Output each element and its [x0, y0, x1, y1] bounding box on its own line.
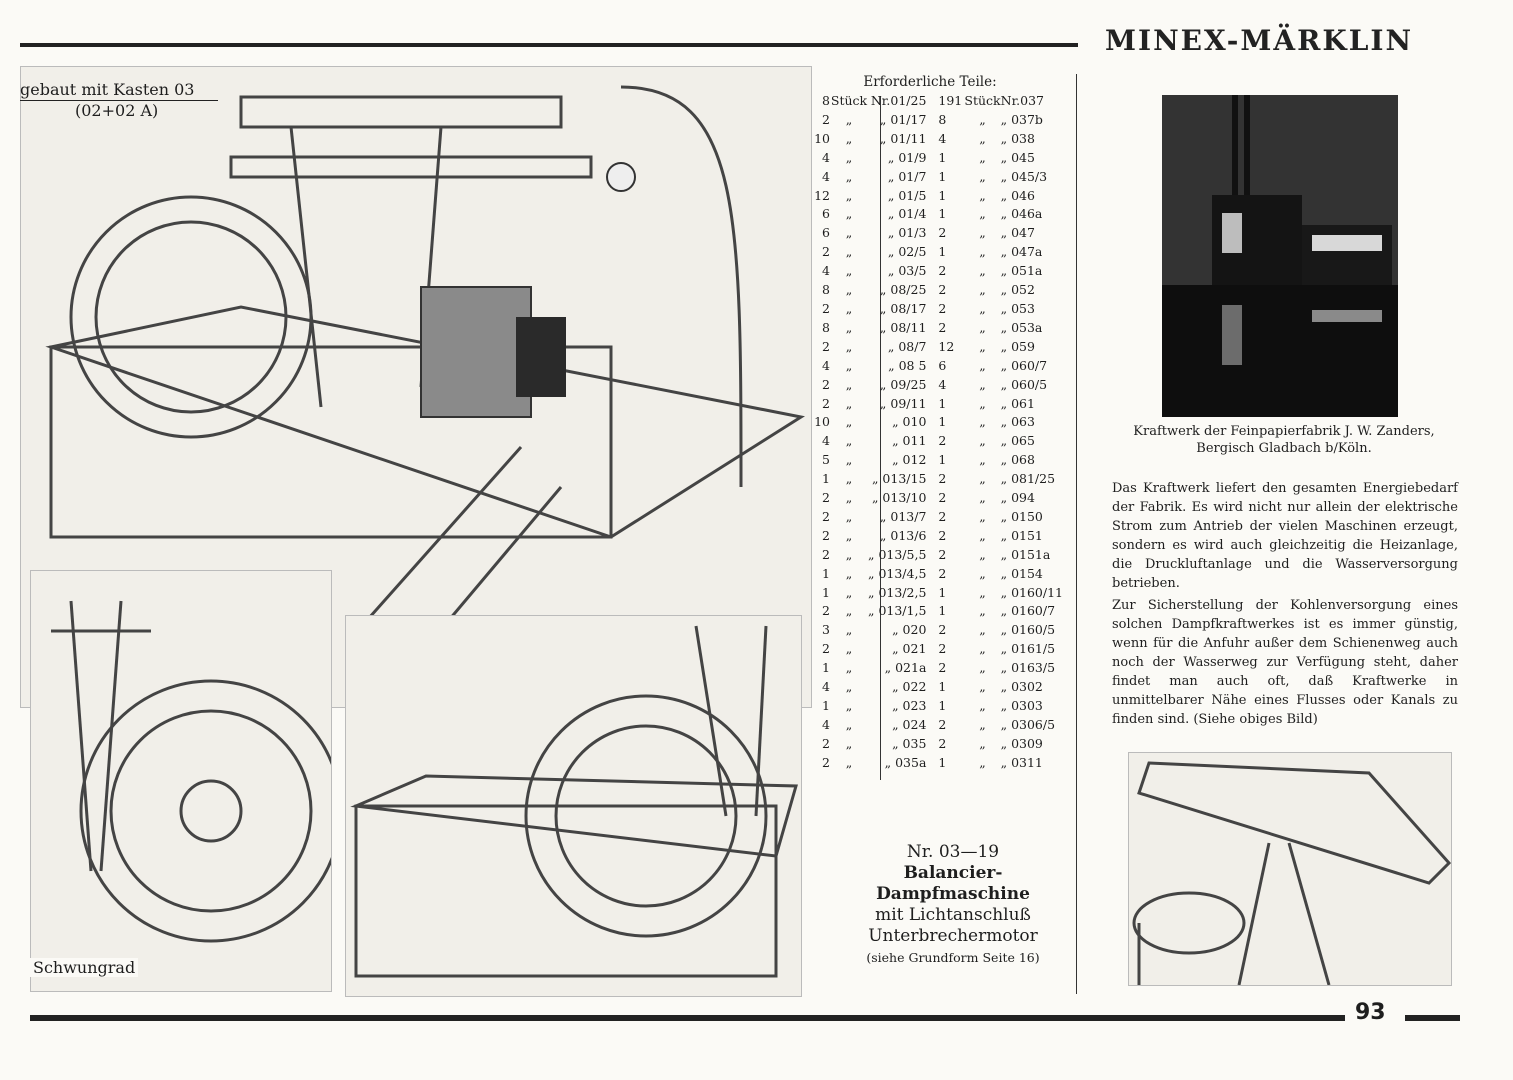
part-left: „ 08/7	[887, 338, 927, 354]
part-left: „ 01/9	[887, 149, 927, 165]
top-rule	[20, 43, 1078, 47]
kasten-line-1: gebaut mit Kasten 03	[20, 80, 218, 101]
parts-title: Erforderliche Teile:	[863, 74, 997, 90]
qty-right: 2	[938, 433, 947, 449]
part-left: Nr.01/25	[870, 93, 927, 108]
part-left: „ 01/7	[887, 168, 927, 184]
qty-right: 2	[938, 508, 947, 524]
parts-row	[808, 735, 1063, 754]
model-note: (siehe Grundform Seite 16)	[866, 950, 1040, 965]
qty-left: 6	[822, 206, 830, 222]
parts-row	[808, 432, 1063, 451]
parts-row	[808, 754, 1063, 773]
unit-left: „	[845, 300, 853, 316]
part-right: „ 0303	[1000, 698, 1043, 713]
qty-right: 2	[938, 282, 947, 298]
unit-right: „	[979, 471, 986, 487]
qty-right: 1	[938, 679, 947, 695]
part-left: „ 010	[892, 414, 927, 430]
unit-right: „	[979, 111, 986, 127]
parts-row	[808, 508, 1063, 527]
power-plant-photo	[1162, 95, 1398, 417]
unit-left: „	[845, 395, 853, 411]
flywheel-label: Schwungrad	[30, 958, 138, 977]
qty-right: 1	[938, 149, 947, 165]
kasten-note	[20, 80, 218, 120]
qty-left: 4	[822, 679, 830, 695]
model-subtitle-2: Unterbrechermotor	[868, 926, 1038, 946]
part-left: „ 08/25	[879, 282, 927, 298]
part-right: „ 0161/5	[1000, 641, 1056, 657]
qty-left: 2	[822, 395, 830, 411]
unit-right: „	[979, 735, 986, 751]
unit-left: „	[845, 546, 853, 562]
photo-caption	[1110, 423, 1458, 457]
qty-left: 4	[822, 433, 830, 449]
unit-left: „	[845, 282, 853, 298]
unit-left: Stück	[830, 93, 868, 108]
unit-left: „	[845, 603, 853, 619]
qty-right: 12	[938, 338, 955, 354]
parts-row	[808, 413, 1063, 432]
qty-right: 1	[938, 244, 947, 260]
qty-right: 2	[938, 319, 947, 335]
photo-caption-line-2: Bergisch Gladbach b/Köln.	[1196, 441, 1372, 456]
parts-row	[808, 489, 1063, 508]
qty-right: 1	[938, 187, 947, 203]
unit-right: „	[979, 660, 986, 676]
qty-left: 1	[822, 660, 830, 676]
unit-right: „	[979, 225, 986, 241]
unit-left: „	[845, 187, 853, 203]
qty-left: 10	[814, 130, 830, 146]
parts-row	[808, 716, 1063, 735]
part-left: „ 013/10	[871, 490, 927, 506]
part-left: „ 013/4,5	[868, 565, 927, 581]
qty-left: 4	[822, 357, 830, 373]
parts-row	[808, 565, 1063, 584]
qty-right: 2	[938, 300, 947, 316]
qty-left: 10	[814, 414, 830, 430]
qty-left: 4	[822, 149, 830, 165]
model-name-2: Dampfmaschine	[876, 884, 1030, 904]
parts-row	[808, 243, 1063, 262]
part-left: „ 013/1,5	[868, 603, 927, 619]
parts-row	[808, 678, 1063, 697]
part-right: „ 068	[1000, 452, 1035, 468]
qty-left: 2	[822, 244, 830, 260]
part-right: „ 053	[1000, 300, 1035, 316]
part-left: „ 024	[892, 716, 927, 732]
qty-right: 2	[938, 735, 947, 751]
part-right: „ 0311	[1000, 754, 1043, 770]
part-left: „ 01/4	[887, 206, 927, 222]
qty-left: 1	[822, 565, 830, 581]
part-left: „ 021a	[884, 660, 927, 676]
qty-right: 1	[938, 206, 947, 222]
parts-row	[808, 451, 1063, 470]
part-right: „ 045	[1000, 149, 1035, 165]
part-right: „ 0160/5	[1000, 622, 1056, 638]
part-left: „ 020	[892, 622, 927, 638]
parts-row	[808, 338, 1063, 357]
part-right: „ 045/3	[1000, 168, 1048, 184]
unit-left: „	[845, 433, 853, 449]
parts-row	[808, 168, 1063, 187]
unit-left: „	[845, 527, 853, 543]
unit-left: „	[845, 679, 853, 695]
unit-right: „	[979, 716, 986, 732]
unit-left: „	[845, 452, 853, 468]
unit-left: „	[845, 660, 853, 676]
part-right: „ 046	[1000, 187, 1035, 203]
qty-left: 2	[822, 490, 830, 506]
part-right: „ 060/5	[1000, 376, 1048, 392]
qty-left: 2	[822, 508, 830, 524]
body-paragraph-1: Das Kraftwerk liefert den gesamten Energiebedarf der Fabrik. Es wird nicht nur allein der elektrische Strom zum Antrieb der vielen Maschinen erzeugt, sondern es wird auch gleichzeitig die Heizanlage, die Druckluftanlage und die Wasserversorgung betrieben.	[1112, 481, 1458, 591]
part-left: „ 012	[892, 452, 927, 468]
part-right: „ 0163/5	[1000, 660, 1056, 676]
unit-right: „	[979, 244, 986, 260]
part-left: „ 035a	[884, 754, 927, 770]
qty-left: 2	[822, 527, 830, 543]
qty-left: 2	[822, 735, 830, 751]
unit-right: „	[979, 338, 986, 354]
unit-left: „	[845, 754, 853, 770]
qty-left: 1	[822, 698, 830, 713]
unit-left: „	[845, 622, 853, 638]
parts-row	[808, 376, 1063, 395]
qty-left: 4	[822, 263, 830, 279]
qty-left: 2	[822, 111, 830, 127]
unit-left: „	[845, 565, 853, 581]
qty-left: 3	[822, 622, 830, 638]
part-right: „ 060/7	[1000, 357, 1048, 373]
qty-right: 2	[938, 622, 947, 638]
unit-left: „	[845, 414, 853, 430]
unit-left: „	[845, 111, 853, 127]
unit-right: „	[979, 527, 986, 543]
unit-left: „	[845, 376, 853, 392]
part-left: „ 013/15	[871, 471, 927, 487]
part-right: „ 0151a	[1000, 546, 1051, 562]
unit-left: „	[845, 338, 853, 354]
part-right: „ 038	[1000, 130, 1035, 146]
unit-right: „	[979, 546, 986, 562]
part-left: „ 08/11	[879, 319, 927, 335]
qty-right: 2	[938, 660, 947, 676]
qty-right: 4	[938, 130, 947, 146]
qty-right: 1	[938, 584, 947, 600]
part-right: „ 052	[1000, 282, 1035, 298]
unit-right: „	[979, 508, 986, 524]
unit-left: „	[845, 319, 853, 335]
part-left: „ 022	[892, 679, 927, 695]
part-left: „ 08/17	[879, 300, 927, 316]
part-right: Nr.037	[1000, 93, 1044, 108]
part-right: „ 047	[1000, 225, 1035, 241]
unit-right: „	[979, 565, 986, 581]
unit-left: „	[845, 130, 853, 146]
qty-left: 8	[822, 93, 830, 108]
unit-left: „	[845, 735, 853, 751]
qty-left: 4	[822, 168, 830, 184]
qty-right: 2	[938, 546, 947, 562]
qty-left: 1	[822, 471, 830, 487]
qty-left: 2	[822, 641, 830, 657]
photo-caption-line-1: Kraftwerk der Feinpapierfabrik J. W. Zanders,	[1133, 424, 1435, 439]
unit-right: „	[979, 452, 986, 468]
parts-row	[808, 187, 1063, 206]
unit-right: „	[979, 395, 986, 411]
unit-right: „	[979, 679, 986, 695]
bottom-rule	[30, 1015, 1345, 1021]
unit-right: „	[979, 376, 986, 392]
unit-left: „	[845, 584, 853, 600]
unit-right: „	[979, 300, 986, 316]
right-column-divider	[1076, 74, 1077, 994]
parts-row	[808, 546, 1063, 565]
parts-row	[808, 640, 1063, 659]
page-number: 93	[1355, 1000, 1386, 1025]
unit-right: „	[979, 641, 986, 657]
bottom-rule-right	[1405, 1015, 1460, 1021]
unit-right: „	[979, 263, 986, 279]
unit-left: „	[845, 508, 853, 524]
qty-right: 1	[938, 452, 947, 468]
unit-right: „	[979, 584, 986, 600]
parts-row	[808, 527, 1063, 546]
part-right: „ 051a	[1000, 263, 1043, 279]
parts-row	[808, 281, 1063, 300]
parts-row	[808, 262, 1063, 281]
part-left: „ 013/6	[879, 527, 927, 543]
parts-row	[808, 584, 1063, 603]
part-right: „ 0309	[1000, 735, 1043, 751]
parts-row	[808, 111, 1063, 130]
unit-left: „	[845, 263, 853, 279]
part-left: „ 013/7	[879, 508, 927, 524]
unit-left: „	[845, 206, 853, 222]
model-title-block	[836, 842, 1070, 968]
unit-right: „	[979, 414, 986, 430]
unit-right: „	[979, 130, 986, 146]
part-right: „ 053a	[1000, 319, 1043, 335]
unit-left: „	[845, 641, 853, 657]
qty-left: 2	[822, 376, 830, 392]
unit-right: „	[979, 698, 986, 713]
qty-right: 2	[938, 490, 947, 506]
unit-left: „	[845, 244, 853, 260]
parts-row	[808, 659, 1063, 678]
model-number: Nr. 03—19	[906, 842, 1000, 862]
unit-right: „	[979, 206, 986, 222]
unit-left: „	[845, 716, 853, 732]
unit-right: „	[979, 319, 986, 335]
qty-right: 2	[938, 263, 947, 279]
unit-right: „	[979, 490, 986, 506]
part-right: „ 0306/5	[1000, 716, 1056, 732]
part-left: „ 023	[892, 698, 927, 713]
model-subtitle-1: mit Lichtanschluß	[875, 905, 1031, 925]
balance-beam-detail-illustration	[1128, 752, 1452, 986]
unit-right: „	[979, 622, 986, 638]
qty-right: 6	[938, 357, 947, 373]
qty-left: 6	[822, 225, 830, 241]
qty-right: 8	[938, 111, 947, 127]
qty-right: 4	[938, 376, 947, 392]
brand-title: MINEX-MÄRKLIN	[1105, 24, 1414, 57]
parts-row	[808, 205, 1063, 224]
part-right: „ 0302	[1000, 679, 1043, 695]
qty-left: 2	[822, 603, 830, 619]
unit-right: „	[979, 282, 986, 298]
part-left: „ 01/5	[887, 187, 927, 203]
parts-row	[808, 130, 1063, 149]
qty-right: 1	[938, 603, 947, 619]
part-right: „ 0150	[1000, 508, 1043, 524]
part-right: „ 063	[1000, 414, 1035, 430]
unit-right: „	[979, 754, 986, 770]
model-name-1: Balancier-	[903, 863, 1003, 883]
part-right: „ 061	[1000, 395, 1035, 411]
part-left: „ 013/5,5	[868, 546, 927, 562]
part-left: „ 01/17	[879, 111, 927, 127]
part-left: „ 03/5	[887, 263, 927, 279]
parts-row	[808, 92, 1063, 111]
qty-right: 2	[938, 225, 947, 241]
part-left: „ 01/3	[887, 225, 927, 241]
parts-row	[808, 395, 1063, 414]
parts-row	[808, 470, 1063, 489]
part-left: „ 09/11	[879, 395, 927, 411]
part-right: „ 094	[1000, 490, 1035, 506]
part-right: „ 0160/11	[1000, 584, 1064, 600]
part-left: „ 09/25	[879, 376, 927, 392]
unit-right: „	[979, 149, 986, 165]
qty-left: 2	[822, 300, 830, 316]
parts-row	[808, 357, 1063, 376]
qty-left: 5	[822, 452, 830, 468]
part-left: „ 011	[892, 433, 927, 449]
qty-left: 2	[822, 546, 830, 562]
part-right: „ 047a	[1000, 244, 1043, 260]
qty-right: 1	[938, 395, 947, 411]
unit-left: „	[845, 357, 853, 373]
part-left: „ 035	[892, 735, 927, 751]
parts-row	[808, 149, 1063, 168]
parts-table	[808, 92, 1063, 773]
part-right: „ 065	[1000, 433, 1035, 449]
part-left: „ 01/11	[879, 130, 927, 146]
qty-right: 1	[938, 168, 947, 184]
qty-left: 12	[814, 187, 830, 203]
qty-right: 2	[938, 716, 947, 732]
qty-left: 8	[822, 319, 830, 335]
unit-left: „	[845, 168, 853, 184]
qty-right: 191	[938, 93, 963, 108]
part-right: „ 081/25	[1000, 471, 1056, 487]
part-right: „ 0151	[1000, 527, 1043, 543]
unit-left: „	[845, 471, 853, 487]
qty-right: 2	[938, 527, 947, 543]
unit-left: „	[845, 149, 853, 165]
unit-right: „	[979, 187, 986, 203]
part-left: „ 02/5	[887, 244, 927, 260]
unit-right: „	[979, 433, 986, 449]
qty-left: 2	[822, 754, 830, 770]
parts-row	[808, 300, 1063, 319]
unit-right: Stück	[964, 93, 1001, 108]
parts-row	[808, 697, 1063, 716]
unit-left: „	[845, 490, 853, 506]
part-right: „ 0154	[1000, 565, 1043, 581]
qty-right: 1	[938, 414, 947, 430]
qty-right: 2	[938, 471, 947, 487]
kasten-line-2: (02+02 A)	[75, 101, 159, 120]
part-left: „ 08 5	[888, 357, 927, 373]
part-right: „ 037b	[1000, 111, 1043, 127]
unit-right: „	[979, 168, 986, 184]
qty-left: 2	[822, 338, 830, 354]
parts-row	[808, 602, 1063, 621]
parts-row	[808, 224, 1063, 243]
part-left: „ 021	[892, 641, 927, 657]
qty-left: 8	[822, 282, 830, 298]
part-right: „ 046a	[1000, 206, 1043, 222]
parts-row	[808, 621, 1063, 640]
qty-right: 2	[938, 565, 947, 581]
qty-right: 2	[938, 641, 947, 657]
unit-right: „	[979, 603, 986, 619]
parts-row	[808, 319, 1063, 338]
body-paragraph-2: Zur Sicherstellung der Kohlenversorgung eines solchen Dampfkraftwerkes ist es immer günstig, wenn für die Anfuhr außer dem Schienenweg auch noch der Wasserweg zur Verfügung steht, daher findet man auch oft, daß Kraftwerke in unmittelbarer Nähe eines Flusses oder Kanals zu finden sind. (Siehe obiges Bild)	[1112, 598, 1458, 727]
part-right: „ 059	[1000, 338, 1035, 354]
flywheel-detail-illustration	[30, 570, 332, 992]
qty-left: 4	[822, 716, 830, 732]
unit-left: „	[845, 225, 853, 241]
qty-left: 1	[822, 584, 830, 600]
unit-left: „	[845, 698, 853, 713]
machine-detail-illustration	[345, 615, 802, 997]
unit-right: „	[979, 357, 986, 373]
part-right: „ 0160/7	[1000, 603, 1056, 619]
part-left: „ 013/2,5	[868, 584, 927, 600]
qty-right: 1	[938, 754, 947, 770]
qty-right: 1	[938, 698, 947, 713]
